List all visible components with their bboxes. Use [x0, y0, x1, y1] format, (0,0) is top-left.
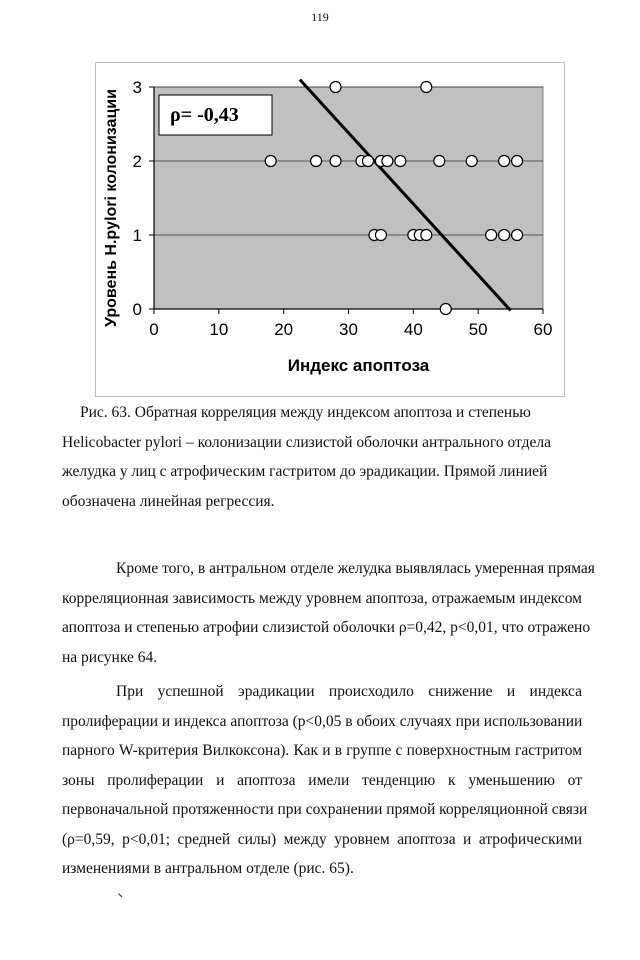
paragraph [62, 677, 588, 884]
data-point [486, 230, 497, 241]
page-number: 119 [311, 10, 329, 24]
x-tick-label: 50 [468, 320, 488, 339]
y-tick-label: 0 [132, 300, 142, 319]
x-axis-label: Индекс апоптоза [287, 356, 430, 375]
paragraph-line: парного W-критерия Вилкоксона). Как и в группе с поверхностным гастритом [62, 742, 582, 759]
y-tick-label: 1 [132, 226, 142, 245]
paragraph-line: корреляционная зависимость между уровнем апоптоза, отражаемым индексом [62, 589, 582, 607]
data-point [499, 156, 510, 167]
stray-mark [118, 893, 123, 898]
paragraph [62, 554, 595, 672]
y-tick-label: 2 [132, 152, 142, 171]
y-tick-label: 3 [132, 78, 142, 97]
caption-line: Рис. 63. Обратная корреляция между индексом апоптоза и степенью [80, 404, 531, 421]
caption-line: Helicobacter pylori – колонизации слизистой оболочки антрального отдела [62, 433, 551, 451]
paragraph-line: изменениями в антральном отделе (рис. 65). [62, 860, 354, 877]
x-tick-label: 20 [274, 320, 294, 339]
paragraph-line: апоптоза и степенью атрофии слизистой оболочки ρ=0,42, p<0,01, что отражено [62, 619, 591, 636]
paragraph-line: на рисунке 64. [62, 648, 158, 666]
data-point [330, 156, 341, 167]
data-point [466, 156, 477, 167]
data-point [512, 156, 523, 167]
data-point [421, 82, 432, 93]
x-tick-label: 60 [533, 320, 553, 339]
paragraph-line: зоны пролиферации и апоптоза имели тенденцию к уменьшению от [62, 771, 582, 789]
data-point [512, 230, 523, 241]
data-point [311, 156, 322, 167]
x-tick-label: 0 [149, 320, 159, 339]
paragraph-line: первоначальной протяженности при сохранении прямой корреляционной связи [62, 801, 588, 818]
data-point [440, 304, 451, 315]
data-point [434, 156, 445, 167]
paragraph-line: (ρ=0,59, p<0,01; средней силы) между уровнем апоптоза и атрофическими [62, 830, 582, 848]
correlation-annotation: ρ= -0,43 [170, 104, 239, 126]
scatter-chart [96, 63, 564, 396]
caption-line: обозначена линейная регрессия. [62, 492, 275, 510]
data-point [362, 156, 373, 167]
paragraph-line: пролиферации и индекса апоптоза (p<0,05 в обоих случаях при использовании [62, 712, 583, 730]
figure-caption [62, 398, 582, 516]
x-tick-label: 10 [209, 320, 229, 339]
data-point [395, 156, 406, 167]
figure-63 [95, 62, 565, 397]
paragraph-line: Кроме того, в антральном отделе желудка выявлялась умеренная прямая [116, 560, 595, 577]
data-point [265, 156, 276, 167]
data-point [499, 230, 510, 241]
x-tick-label: 30 [339, 320, 358, 339]
y-axis-label: Уровень H.pylori колонизации [103, 89, 120, 327]
caption-line: желудка у лиц с атрофическим гастритом до эрадикации. Прямой линией [62, 463, 548, 480]
data-point [330, 82, 341, 93]
x-tick-label: 40 [403, 320, 423, 339]
data-point [375, 230, 386, 241]
data-point [382, 156, 393, 167]
paragraph-line: При успешной эрадикации происходило снижение и индекса [116, 683, 582, 700]
data-point [421, 230, 432, 241]
